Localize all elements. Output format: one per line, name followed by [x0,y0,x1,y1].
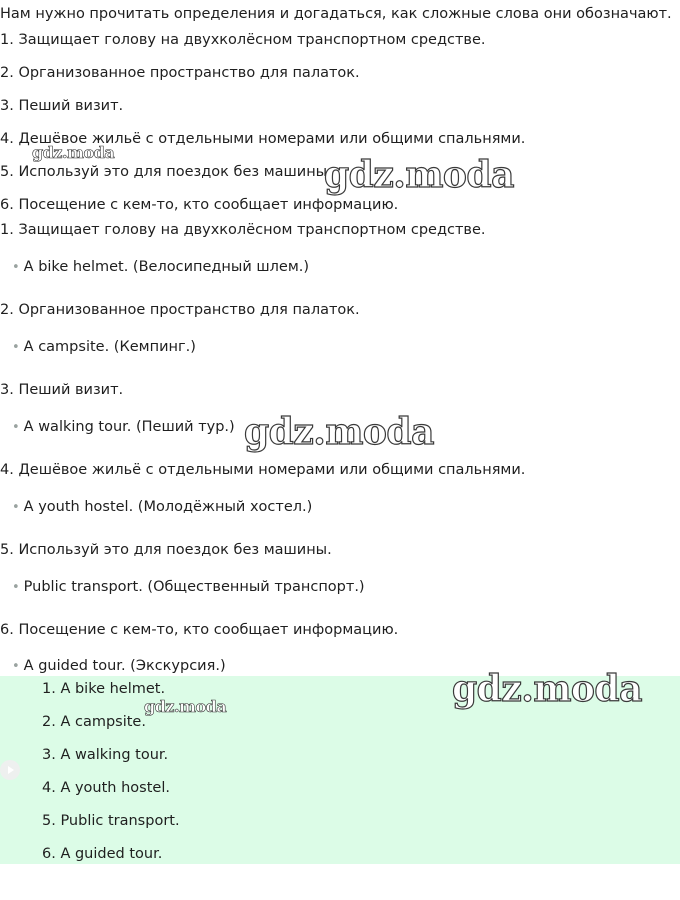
bullet-icon: • [12,260,20,275]
explained-answer: • Public transport. (Общественный транспорт.) [12,579,365,595]
answer-item: 1. A bike helmet. [42,681,166,697]
definition-item: 4. Дешёвое жильё с отдельными номерами или общими спальнями. [0,131,526,147]
explained-answer: • A walking tour. (Пеший тур.) [12,419,235,435]
bullet-icon: • [12,659,20,674]
watermark: gdz.moda [144,697,227,716]
explained-question: 6. Посещение с кем-то, кто сообщает информацию. [0,622,399,638]
explained-question: 3. Пеший визит. [0,382,124,398]
definition-item: 6. Посещение с кем-то, кто сообщает информацию. [0,197,399,213]
definition-item: 2. Организованное пространство для палаток. [0,65,360,81]
explained-question: 4. Дешёвое жильё с отдельными номерами или общими спальнями. [0,462,526,478]
watermark: gdz.moda [324,154,514,196]
watermark: gdz.moda [32,143,115,162]
explained-answer: • A bike helmet. (Велосипедный шлем.) [12,259,310,275]
answer-item: 3. A walking tour. [42,747,169,763]
bullet-icon: • [12,340,20,355]
answer-item: 5. Public transport. [42,813,180,829]
answer-item: 2. A campsite. [42,714,146,730]
definition-item: 5. Используй это для поездок без машины. [0,164,332,180]
bullet-icon: • [12,580,20,595]
explained-question: 5. Используй это для поездок без машины. [0,542,332,558]
bullet-icon: • [12,500,20,515]
definition-item: 3. Пеший визит. [0,98,124,114]
explained-answer: • A youth hostel. (Молодёжный хостел.) [12,499,313,515]
intro-text: Нам нужно прочитать определения и догадаться, как сложные слова они обозначают. [0,6,672,22]
answer-item: 6. A guided tour. [42,846,163,862]
explained-answer: • A campsite. (Кемпинг.) [12,339,196,355]
explained-question: 2. Организованное пространство для палаток. [0,302,360,318]
answer-item: 4. A youth hostel. [42,780,170,796]
watermark: gdz.moda [452,668,642,710]
explained-question: 1. Защищает голову на двухколёсном транспортном средстве. [0,222,486,238]
play-icon[interactable] [0,760,20,780]
watermark: gdz.moda [244,411,434,453]
explained-answer: • A guided tour. (Экскурсия.) [12,658,226,674]
definition-item: 1. Защищает голову на двухколёсном транспортном средстве. [0,32,486,48]
bullet-icon: • [12,420,20,435]
